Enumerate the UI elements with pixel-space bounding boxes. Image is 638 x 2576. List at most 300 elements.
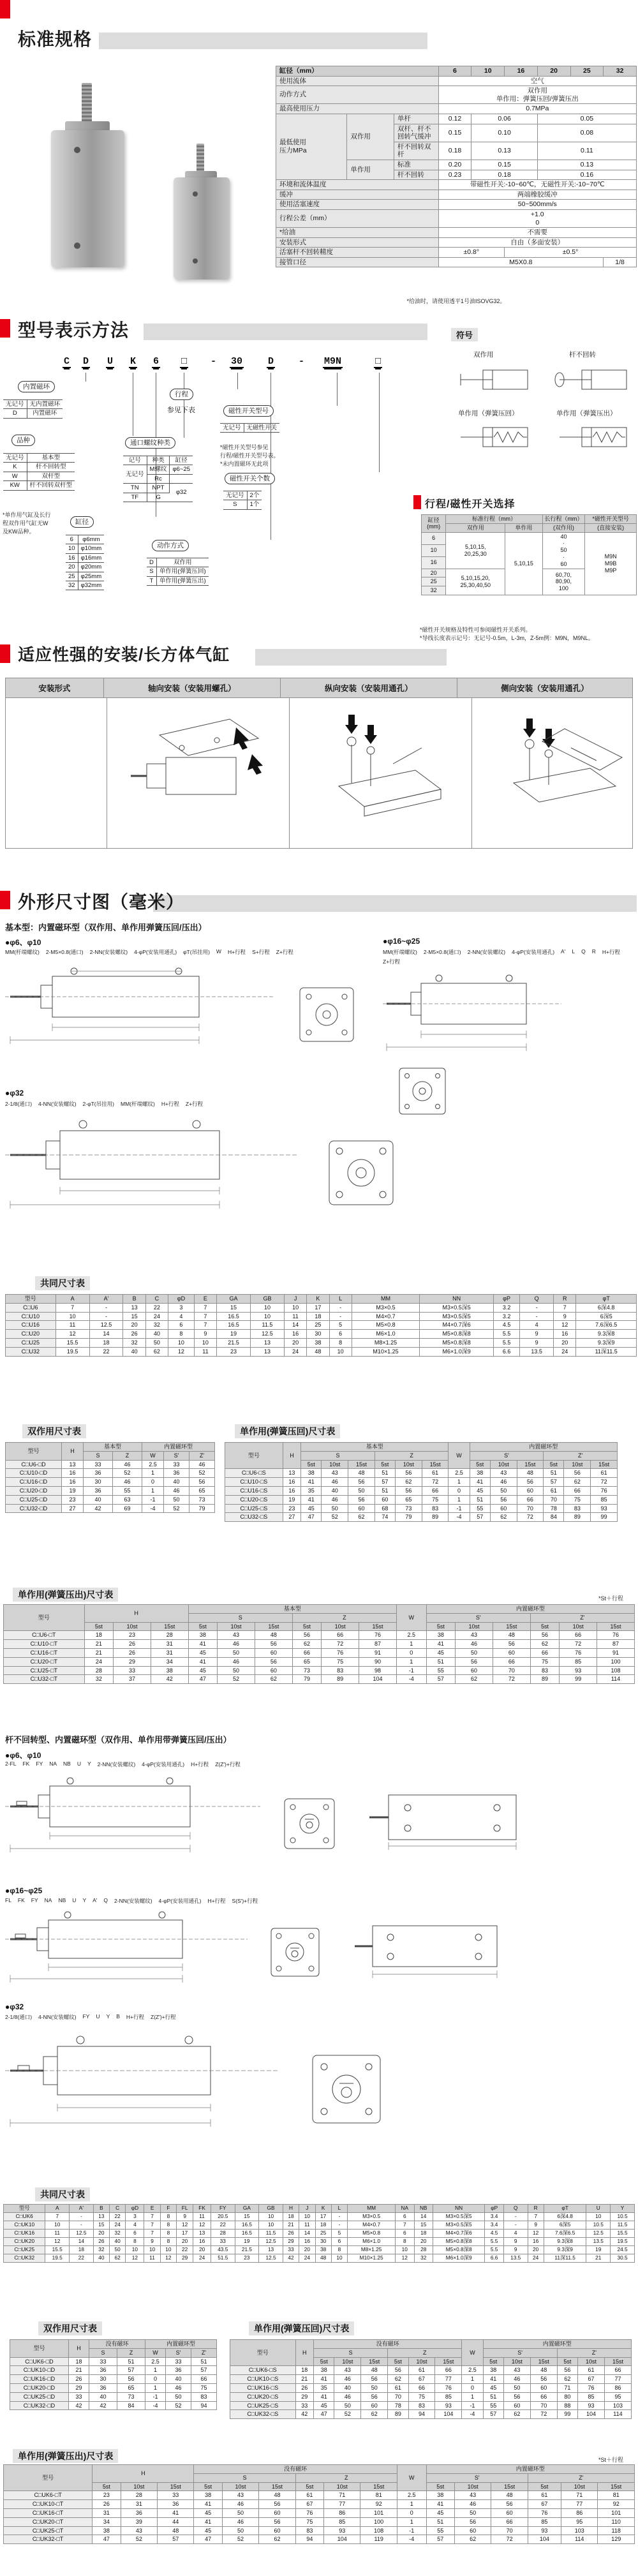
table-cell: 52 — [189, 1469, 215, 1478]
mount-header-cell: 侧向安装（安装用通孔） — [501, 684, 589, 693]
table-cell: 62 — [292, 1640, 321, 1649]
section-accent-square — [0, 319, 10, 338]
table-cell: 62 — [396, 1478, 422, 1487]
table-header-cell: NB — [414, 2205, 433, 2213]
table-cell: 10 — [160, 2245, 176, 2254]
table-cell: 4 — [503, 2229, 528, 2237]
table-cell: C□UK10-□S — [230, 2375, 296, 2384]
table-cell: 22 — [211, 2221, 235, 2229]
table-cell: 91 — [359, 1648, 397, 1657]
table-cell: 41 — [194, 2517, 222, 2526]
table-cell: 无记号 — [3, 454, 27, 463]
table-cell: 杆不回转 — [394, 170, 438, 180]
mount-vertical-illustration — [290, 698, 472, 848]
table-header-cell: H — [295, 2340, 314, 2366]
table-cell: 动作方式 — [276, 86, 439, 104]
table-cell: 84 — [117, 2401, 145, 2410]
table-cell: M6×1.0 — [352, 1330, 419, 1339]
callout-switch-model-notes — [220, 443, 303, 468]
table-cell: 100 — [597, 1657, 635, 1666]
single-out-table — [3, 1604, 635, 1684]
table-cell: 79 — [189, 1504, 215, 1513]
table-header-cell: J — [299, 2205, 315, 2213]
table-cell: - — [329, 1312, 352, 1321]
table-cell: 88 — [557, 2401, 577, 2410]
table-cell: 46 — [218, 1657, 255, 1666]
table-header-cell: GA — [217, 1295, 251, 1304]
dims-subtitle-basic: 基本型：内置磁环型（双作用、单作用弹簧压回/压出） — [5, 923, 207, 932]
table-cell: W — [3, 472, 27, 480]
table-cell: 43 — [322, 1469, 348, 1478]
table-cell: 25 — [66, 572, 78, 581]
table-header-cell: W — [462, 2340, 483, 2366]
table-cell: 48 — [517, 1469, 544, 1478]
table-cell: 72 — [322, 1640, 359, 1649]
dimension-label: H+行程 — [227, 949, 246, 955]
table-cell: 50 — [348, 1486, 375, 1495]
table-cell: C□U16 — [6, 1321, 56, 1330]
dims-k-drawing-32-bore — [5, 2012, 633, 2140]
table-cell: 41 — [470, 1478, 490, 1487]
table-cell: 12 — [56, 1330, 89, 1339]
table-cell: 62 — [503, 2410, 530, 2419]
table-cell: 安装形式 — [276, 237, 439, 248]
callout-switch-model-label: 磁性开关型号 — [223, 405, 274, 417]
table-cell: 60 — [517, 1486, 544, 1495]
table-cell: 36 — [84, 1469, 113, 1478]
table-cell: 46 — [334, 2392, 361, 2401]
table-cell: 11深11.5 — [544, 2254, 586, 2262]
table-cell: 32 — [604, 66, 637, 77]
table-cell: 38 — [188, 1631, 217, 1640]
table-cell: C□U20-□D — [6, 1486, 62, 1495]
side-view-drawing — [5, 1769, 260, 1859]
table-cell: 45 — [426, 1648, 455, 1657]
table-cell: 30 — [307, 1330, 329, 1339]
table-cell: 72 — [517, 1513, 544, 1522]
table-header-cell: H — [62, 1443, 84, 1461]
table-cell: C□U20-□T — [4, 1657, 85, 1666]
table-header-cell: 5st — [188, 1622, 217, 1631]
table-cell: 83 — [322, 1666, 359, 1675]
table-cell: 27 — [62, 1504, 84, 1513]
table-header-cell: 5st — [470, 1460, 490, 1469]
table-cell: 52 — [164, 1504, 189, 1513]
table-header-cell: W — [396, 1605, 426, 1631]
table-header-cell: Z' — [189, 1451, 215, 1460]
table-header-cell: S' — [166, 2348, 191, 2357]
table-header-cell: Q — [503, 2205, 528, 2213]
table-cell: 57 — [426, 1675, 455, 1684]
table-cell: - — [331, 2221, 347, 2229]
model-code-char: □ — [375, 356, 382, 367]
table-cell: M4×0.7 — [352, 1312, 419, 1321]
table-cell: - — [503, 2212, 528, 2221]
dimension-label: Y — [82, 1897, 87, 1903]
table-cell: 95 — [561, 2517, 598, 2526]
side-view-drawing — [5, 1906, 248, 1986]
table-cell: 50 — [222, 2508, 258, 2517]
table-cell: 1 — [397, 2517, 426, 2526]
table-header-cell: 型号 — [6, 1443, 62, 1461]
table-cell: 50 — [490, 1486, 517, 1495]
table-cell: 77 — [324, 2500, 360, 2509]
table-cell: 活塞杆不回转精度 — [276, 248, 439, 258]
table-cell: 119 — [360, 2535, 397, 2544]
table-header-cell: 15st — [359, 1622, 397, 1631]
table-cell: 24 — [145, 1312, 168, 1321]
table-cell: 1 — [462, 2392, 483, 2401]
table-cell: 19.5 — [45, 2254, 70, 2262]
symbol-caption: 杆不回转 — [569, 351, 596, 359]
table-cell: 60 — [255, 1648, 292, 1657]
table-cell: 76 — [359, 1631, 397, 1640]
table-cell: 45 — [301, 1504, 322, 1513]
table-cell: 85 — [435, 2392, 462, 2401]
table-cell: 23 — [217, 1347, 251, 1356]
table-cell: 44 — [158, 2517, 194, 2526]
table-cell: K — [3, 463, 27, 472]
table-cell: 70 — [388, 2392, 408, 2401]
symbols-label: 符号 — [451, 328, 478, 341]
table-header-cell: 内置磁环型 — [145, 2340, 217, 2349]
table-cell: 46 — [222, 2517, 258, 2526]
table-header-cell: NN — [433, 2205, 485, 2213]
table-cell: φ10mm — [78, 544, 104, 553]
table-cell: 10 — [144, 2245, 160, 2254]
table-header-cell: 没有磁环 — [89, 2340, 145, 2349]
table-header-cell: W — [449, 1443, 470, 1469]
table-cell: φ20mm — [78, 563, 104, 572]
table-cell: M6×1.0 — [348, 2237, 396, 2245]
piston-rod-small — [197, 144, 204, 172]
table-cell: φ16mm — [78, 553, 104, 562]
table-cell: 15 — [414, 2221, 433, 2229]
table-cell: C□U32-□T — [4, 1675, 85, 1684]
table-header-cell: 15st — [360, 2482, 397, 2491]
table-cell: 11 — [299, 2221, 315, 2229]
table-cell: 91 — [597, 1648, 635, 1657]
table-cell: 60 — [491, 2508, 528, 2517]
table-header-cell: 15st — [361, 2357, 388, 2366]
table-cell: 56 — [530, 2375, 557, 2384]
dimension-labels — [5, 948, 375, 956]
table-cell: 66 — [493, 1657, 530, 1666]
table-cell: 33 — [164, 1460, 189, 1469]
table-cell: 56 — [361, 2392, 388, 2401]
table-cell: 65 — [396, 1495, 422, 1504]
dims-k-drawing-mid-bore — [5, 1896, 633, 1989]
table-cell: 22 — [177, 2245, 193, 2254]
table-cell: 6深4.8 — [576, 1303, 637, 1312]
table-cell: 15 — [217, 1303, 251, 1312]
table-cell: 12 — [168, 1347, 195, 1356]
table-header-cell: S — [314, 2348, 388, 2357]
table-cell: 67 — [578, 2375, 605, 2384]
table-cell: 60 — [348, 1504, 375, 1513]
table-header-cell: 基本型 — [188, 1605, 396, 1614]
dims-group-label: ●φ32 — [5, 1089, 24, 1098]
table-cell: M5×0.8深8 — [433, 2237, 485, 2245]
table-cell: 48 — [259, 2491, 295, 2500]
table-cell: 9.3深8 — [544, 2237, 586, 2245]
table-cell: TN — [123, 484, 147, 493]
table-cell: 76 — [435, 2383, 462, 2392]
table-cell: 0.18 — [438, 142, 471, 160]
table-cell: NPT — [147, 484, 170, 493]
section-title-model: 型号表示方法 — [18, 320, 130, 340]
table-cell: 45 — [188, 1648, 217, 1657]
table-cell: 51 — [191, 2357, 217, 2366]
dimension-label: Z+行程 — [185, 1101, 204, 1107]
note-line: 行程/磁性开关型号表。 — [220, 452, 279, 459]
dimension-label: Y — [87, 1761, 91, 1767]
table-cell: 无记号 — [3, 400, 27, 409]
table-cell: 50 — [222, 2526, 258, 2535]
table-cell: 33 — [166, 2357, 191, 2366]
callout-action-table — [147, 558, 209, 586]
table-cell: 21.5 — [235, 2245, 259, 2254]
table-cell: 76 — [560, 1648, 597, 1657]
table-cell: 41 — [194, 2500, 222, 2509]
table-cell: 12 — [396, 2254, 414, 2262]
table-cell: 13 — [62, 1460, 84, 1469]
table-header-cell: 15st — [591, 1460, 618, 1469]
table-cell: 52 — [334, 2410, 361, 2419]
table-cell: -4 — [397, 2535, 426, 2544]
model-code-char: M9N — [324, 356, 342, 367]
table-cell: 33 — [158, 2491, 194, 2500]
table-cell: 10 — [56, 1312, 89, 1321]
table-cell: 9 — [520, 1338, 554, 1347]
table-cell: - — [331, 2212, 347, 2221]
table-cell: 75 — [295, 2517, 323, 2526]
dims-group-label: ●φ6、φ10 — [5, 1751, 41, 1760]
table-cell: 6 — [126, 2229, 144, 2237]
table-cell: 15.5 — [45, 2245, 70, 2254]
table-cell: 9 — [194, 1330, 216, 1339]
callout-bore-label: 缸径 — [70, 516, 94, 528]
table-cell: 93 — [528, 2526, 561, 2535]
callout-port-label: 通口螺纹种类 — [125, 436, 175, 449]
table-cell: 20 — [66, 563, 78, 572]
table-cell: 35 — [301, 1486, 322, 1495]
table-cell: 0.20 — [438, 160, 471, 170]
table-cell: 空气 — [438, 76, 636, 86]
table-header-cell: 15st — [259, 2482, 295, 2491]
table-cell: 40 — [110, 2237, 126, 2245]
table-cell: 16 — [528, 2237, 544, 2245]
table-cell: φ6~25 — [170, 465, 193, 474]
table-cell: 40 — [334, 2383, 361, 2392]
dims-group-label: ●φ6、φ10 — [5, 938, 41, 947]
table-cell: 62 — [361, 2410, 388, 2419]
table-cell: 50 — [456, 1648, 493, 1657]
table-cell: 1 — [449, 1495, 470, 1504]
table-cell: 5.5 — [494, 1338, 520, 1347]
table-cell: 104 — [435, 2410, 462, 2419]
table-cell: 18 — [307, 1312, 329, 1321]
table-header-cell: Z — [375, 1451, 449, 1460]
single-in-table-title: 单作用(弹簧压回)尺寸表 — [235, 1424, 340, 1438]
table-cell: 16.5 — [235, 2221, 259, 2229]
table-cell: 62 — [145, 1347, 168, 1356]
table-header-cell: 标准行程（mm） — [446, 515, 542, 524]
table-cell: 1 — [462, 2375, 483, 2384]
table-cell: 3 — [126, 2212, 144, 2221]
table-cell: 自由（多面安装） — [438, 237, 636, 248]
table-cell: 60 — [503, 2401, 530, 2410]
table-cell: M4×0.7深6 — [420, 1321, 494, 1330]
table-header-cell: (直接安装) — [585, 523, 637, 532]
table-cell: 50~500mm/s — [438, 200, 636, 210]
table-cell: 2.5 — [397, 2491, 426, 2500]
table-cell: 51 — [483, 2392, 503, 2401]
table-cell: 61 — [528, 2491, 561, 2500]
table-cell: 最高使用压力 — [276, 104, 439, 114]
table-cell: 20 — [528, 2245, 544, 2254]
table-cell: 无内置磁环 — [27, 400, 63, 409]
table-cell: 36 — [121, 2508, 157, 2517]
table-header-cell: S — [194, 2473, 295, 2482]
table-cell: 10.5 — [611, 2212, 635, 2221]
table-cell: 50 — [454, 2508, 491, 2517]
dimension-label: FK — [17, 1897, 25, 1903]
table-cell: 2.5 — [462, 2366, 483, 2375]
table-cell: φ32 — [170, 484, 193, 502]
mount-table — [5, 678, 633, 849]
table-cell: 24 — [528, 2254, 544, 2262]
table-cell: C□U6-□D — [6, 1460, 62, 1469]
table-header-cell: 长行程（mm） — [542, 515, 585, 524]
table-cell: 48 — [530, 2366, 557, 2375]
section-title-spec: 标准规格 — [18, 29, 93, 49]
table-cell: 8 — [160, 2237, 176, 2245]
table-header-cell: 15st — [422, 1460, 449, 1469]
single-out-table-k — [3, 2464, 635, 2544]
table-cell: - — [503, 2221, 528, 2229]
table-cell: +1.0 0 — [438, 209, 636, 227]
connector-line — [379, 373, 380, 472]
table-header-cell: Z — [388, 2348, 462, 2357]
table-cell: 43 — [222, 2491, 258, 2500]
table-cell: 89 — [322, 1675, 359, 1684]
table-cell: 85 — [324, 2517, 360, 2526]
table-cell: 104 — [359, 1675, 397, 1684]
table-cell: M螺纹 — [147, 465, 170, 474]
table-cell: D — [147, 558, 156, 567]
side-view-drawing — [5, 1109, 299, 1217]
table-cell: 47 — [188, 1675, 217, 1684]
spec-note: *给油时，请使用透平1号油ISOVG32。 — [406, 298, 506, 304]
table-cell: 40 — [84, 1495, 113, 1504]
table-cell: 45 — [483, 2383, 503, 2392]
dimension-label: L — [572, 948, 575, 955]
table-cell: 使用流体 — [276, 76, 439, 86]
table-cell: Rc — [147, 474, 170, 483]
dimension-label: 2-NN(安装螺纹) — [89, 949, 128, 955]
dimension-labels — [5, 1761, 633, 1768]
table-cell: 10 — [331, 2254, 347, 2262]
callout-bore-table — [66, 535, 104, 590]
callout-action-label: 动作方式 — [152, 539, 189, 551]
table-cell: 45 — [470, 1486, 490, 1495]
callout-variety-note: *单作用气缸及长行 程双作用气缸无W 及KW品种。 — [3, 512, 51, 535]
table-cell: 56 — [396, 1486, 422, 1495]
table-cell: 6 — [396, 2212, 414, 2221]
table-cell: 56 — [454, 2517, 491, 2526]
table-cell: φ25mm — [78, 572, 104, 581]
table-cell: 12 — [160, 2254, 176, 2262]
table-cell: 38 — [426, 1631, 455, 1640]
table-cell: 0 — [396, 1648, 426, 1657]
table-cell: 16 — [284, 1330, 306, 1339]
table-cell: 61 — [544, 1486, 564, 1495]
table-cell: 104 — [528, 2535, 561, 2544]
table-header-cell: 15st — [158, 2482, 194, 2491]
callout-port-table — [123, 456, 193, 502]
table-cell: 56 — [490, 1495, 517, 1504]
table-cell: 66 — [422, 1486, 449, 1495]
table-cell: 19 — [283, 1495, 300, 1504]
table-cell: 38 — [194, 2491, 222, 2500]
table-cell: 14 — [414, 2212, 433, 2221]
table-cell: 118 — [598, 2526, 635, 2535]
table-cell: 缸径（mm） — [276, 66, 439, 77]
table-cell: 48 — [493, 1631, 530, 1640]
table-cell: 57 — [375, 1478, 395, 1487]
model-code-char: 6 — [153, 356, 160, 367]
table-cell: 15 — [93, 2221, 109, 2229]
table-header-cell: 双作用 — [446, 523, 505, 532]
model-code-char: C — [64, 356, 70, 367]
table-cell: 45 — [426, 2508, 454, 2517]
table-cell: 40 — [89, 2392, 117, 2401]
dimension-label: φT(吊挂用) — [183, 949, 210, 955]
table-header-cell: C — [110, 2205, 126, 2213]
dimension-label: 2-NN(安装螺纹) — [467, 949, 506, 955]
table-cell: 3 — [168, 1303, 195, 1312]
table-cell: -1 — [142, 1495, 164, 1504]
table-cell: 71 — [557, 2383, 577, 2392]
table-cell: 13 — [251, 1338, 285, 1347]
dimension-label: NA — [49, 1761, 57, 1767]
table-cell: 8 — [160, 2221, 176, 2229]
table-cell: 62 — [530, 1640, 559, 1649]
table-cell: 1 — [396, 1640, 426, 1649]
table-cell: M9N M9B M9P — [585, 532, 637, 595]
table-cell: 24 — [554, 1347, 576, 1356]
table-cell: 70 — [491, 2526, 528, 2535]
table-cell: C□U25-□D — [6, 1495, 62, 1504]
callout-switch-qty-table — [223, 491, 262, 510]
table-cell: 0.15 — [438, 124, 471, 142]
table-cell: 21 — [586, 2254, 611, 2262]
table-cell: 43 — [218, 1631, 255, 1640]
dimension-label: 4-φP(安装用通孔) — [512, 949, 555, 955]
table-cell: M3×0.5深5 — [433, 2221, 485, 2229]
table-header-cell: 型号 — [4, 2465, 93, 2491]
table-cell: 5.5 — [485, 2245, 503, 2254]
table-cell: 两端橡胶缓冲 — [438, 190, 636, 200]
table-cell: 95 — [604, 2392, 631, 2401]
dimension-label: U — [96, 2013, 100, 2020]
table-cell: 21.5 — [217, 1338, 251, 1347]
table-cell: 52 — [222, 2535, 258, 2544]
table-cell: 50 — [218, 1666, 255, 1675]
double-acting-table2-title: 双作用尺寸表 — [38, 2321, 102, 2335]
table-cell: 55 — [426, 2526, 454, 2535]
